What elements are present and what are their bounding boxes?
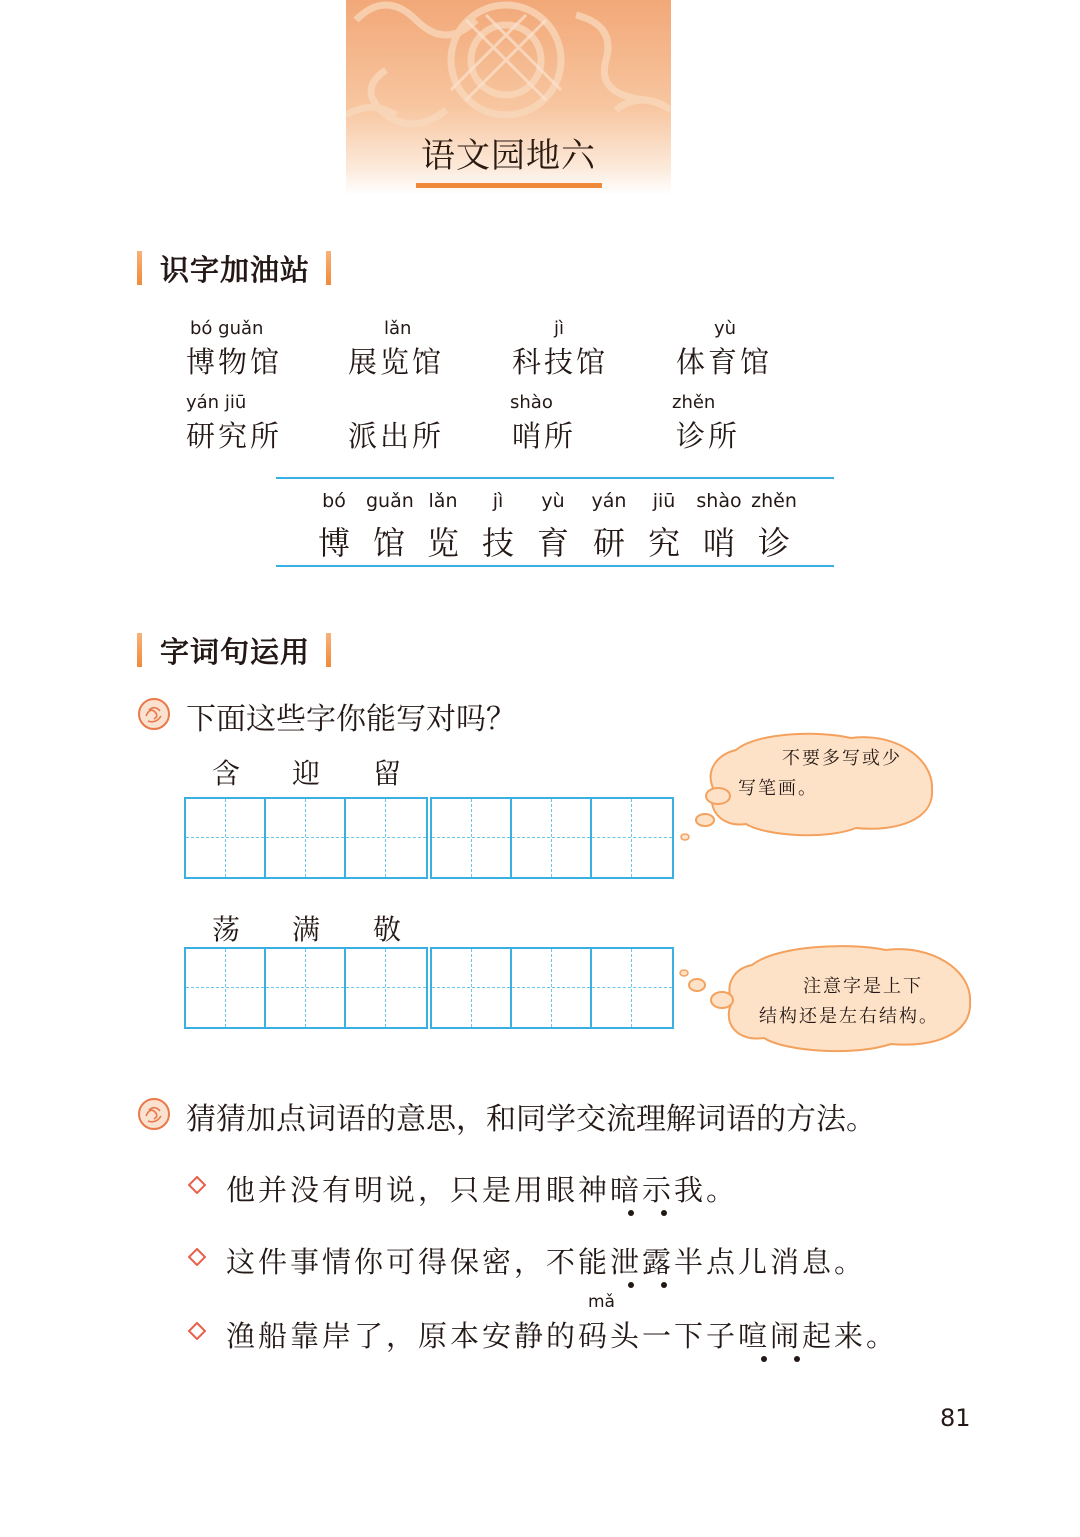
practice-char: 含 <box>211 757 240 790</box>
emphasis-dot <box>794 1356 800 1362</box>
char-glyph: 诊 <box>757 524 790 562</box>
char-glyph: 馆 <box>372 524 405 562</box>
bubble-line: 结构还是左右结构。 <box>759 1006 939 1027</box>
strip-top-line <box>276 477 834 479</box>
practice-char: 迎 <box>291 757 320 790</box>
section-bar-left <box>137 633 142 667</box>
exercise-prompt: 下面这些字你能写对吗？ <box>186 702 516 737</box>
grid-cell[interactable] <box>512 949 592 1027</box>
char-pinyin: zhěn <box>751 490 797 512</box>
exercise-prompt: 猜猜加点词语的意思，和同学交流理解词语的方法。 <box>186 1102 876 1137</box>
word-text: 哨所 <box>512 419 577 453</box>
char-glyph: 哨 <box>702 524 735 562</box>
bubble-text <box>759 972 939 1032</box>
page-number: 81 <box>940 1404 971 1432</box>
word-pinyin: yán jiū <box>186 392 247 413</box>
grid-cell[interactable] <box>346 949 426 1027</box>
char-item <box>311 490 357 564</box>
word-pinyin: lǎn <box>384 318 412 339</box>
section-bar-right <box>326 633 331 667</box>
char-pinyin: jì <box>492 490 504 512</box>
grid-cell[interactable] <box>186 799 266 877</box>
char-glyph: 究 <box>647 524 680 562</box>
emphasis-dot <box>628 1210 634 1216</box>
writing-grid[interactable] <box>430 797 674 879</box>
practice-char: 留 <box>372 757 401 790</box>
strip-bottom-line <box>276 565 834 567</box>
diamond-bullet-icon <box>188 1176 206 1194</box>
emphasis-dot <box>661 1282 667 1288</box>
char-glyph: 育 <box>536 524 569 562</box>
practice-char: 满 <box>291 913 320 946</box>
word-text: 体育馆 <box>676 345 773 379</box>
word-pinyin: zhěn <box>672 392 716 413</box>
section-bar-right <box>326 251 331 285</box>
char-pinyin: yù <box>541 490 565 512</box>
practice-char: 敬 <box>372 913 401 946</box>
char-item <box>366 490 412 564</box>
word-pinyin: shào <box>510 392 553 413</box>
word-text: 博物馆 <box>186 345 283 379</box>
word-text: 研究所 <box>186 419 283 453</box>
section-title: 识字加油站 <box>160 252 311 287</box>
writing-grid[interactable] <box>184 947 428 1029</box>
section-header-shizi <box>137 248 331 288</box>
char-pinyin: bó <box>322 490 346 512</box>
word-text: 展览馆 <box>348 345 445 379</box>
emphasis-dot <box>761 1356 767 1362</box>
char-item <box>586 490 632 564</box>
char-item <box>751 490 797 564</box>
emphasis-dot <box>628 1282 634 1288</box>
practice-char: 荡 <box>211 913 240 946</box>
emphasis-dot <box>661 1210 667 1216</box>
char-glyph: 览 <box>426 524 459 562</box>
diamond-bullet-icon <box>188 1322 206 1340</box>
grid-cell[interactable] <box>432 949 512 1027</box>
grid-cell[interactable] <box>432 799 512 877</box>
pinyin-annotation: mǎ <box>588 1292 615 1312</box>
char-glyph: 技 <box>481 524 514 562</box>
char-item <box>420 490 466 564</box>
grid-cell[interactable] <box>592 799 672 877</box>
swirl-bullet-icon <box>137 697 171 731</box>
word-pinyin: bó guǎn <box>190 318 264 339</box>
grid-cell[interactable] <box>346 799 426 877</box>
char-pinyin: yán <box>591 490 627 512</box>
bubble-line: 不要多写或少 <box>782 748 902 769</box>
section-title: 字词句运用 <box>160 634 311 669</box>
grid-cell[interactable] <box>266 799 346 877</box>
sentence-text: 这件事情你可得保密，不能泄露半点儿消息。 <box>226 1245 867 1279</box>
char-item <box>696 490 742 564</box>
title-underline <box>416 183 602 188</box>
section-bar-left <box>137 251 142 285</box>
char-pinyin: guǎn <box>366 490 414 512</box>
word-pinyin: jì <box>554 318 565 339</box>
chapter-title: 语文园地六 <box>421 136 596 176</box>
bubble-line: 注意字是上下 <box>803 976 923 997</box>
sentence-text: 他并没有明说，只是用眼神暗示我。 <box>226 1173 739 1207</box>
bubble-line: 写笔画。 <box>738 778 818 799</box>
writing-grid[interactable] <box>430 947 674 1029</box>
diamond-bullet-icon <box>188 1248 206 1266</box>
writing-grid[interactable] <box>184 797 428 879</box>
word-text: 科技馆 <box>512 345 609 379</box>
section-header-zici <box>137 630 331 670</box>
swirl-bullet-icon <box>137 1097 171 1131</box>
word-text: 派出所 <box>348 419 445 453</box>
char-glyph: 研 <box>592 524 625 562</box>
word-pinyin: yù <box>714 318 737 339</box>
grid-cell[interactable] <box>186 949 266 1027</box>
bubble-text <box>738 744 902 804</box>
word-text: 诊所 <box>676 419 741 453</box>
char-item <box>641 490 687 564</box>
char-pinyin: lǎn <box>428 490 458 512</box>
char-pinyin: shào <box>696 490 742 512</box>
char-pinyin: jiū <box>652 490 676 512</box>
char-item <box>530 490 576 564</box>
grid-cell[interactable] <box>592 949 672 1027</box>
char-item <box>475 490 521 564</box>
grid-cell[interactable] <box>266 949 346 1027</box>
chapter-banner <box>346 0 671 195</box>
grid-cell[interactable] <box>512 799 592 877</box>
sentence-text: 渔船靠岸了，原本安静的码头一下子喧闹起来。 <box>226 1319 899 1353</box>
char-glyph: 博 <box>317 524 350 562</box>
